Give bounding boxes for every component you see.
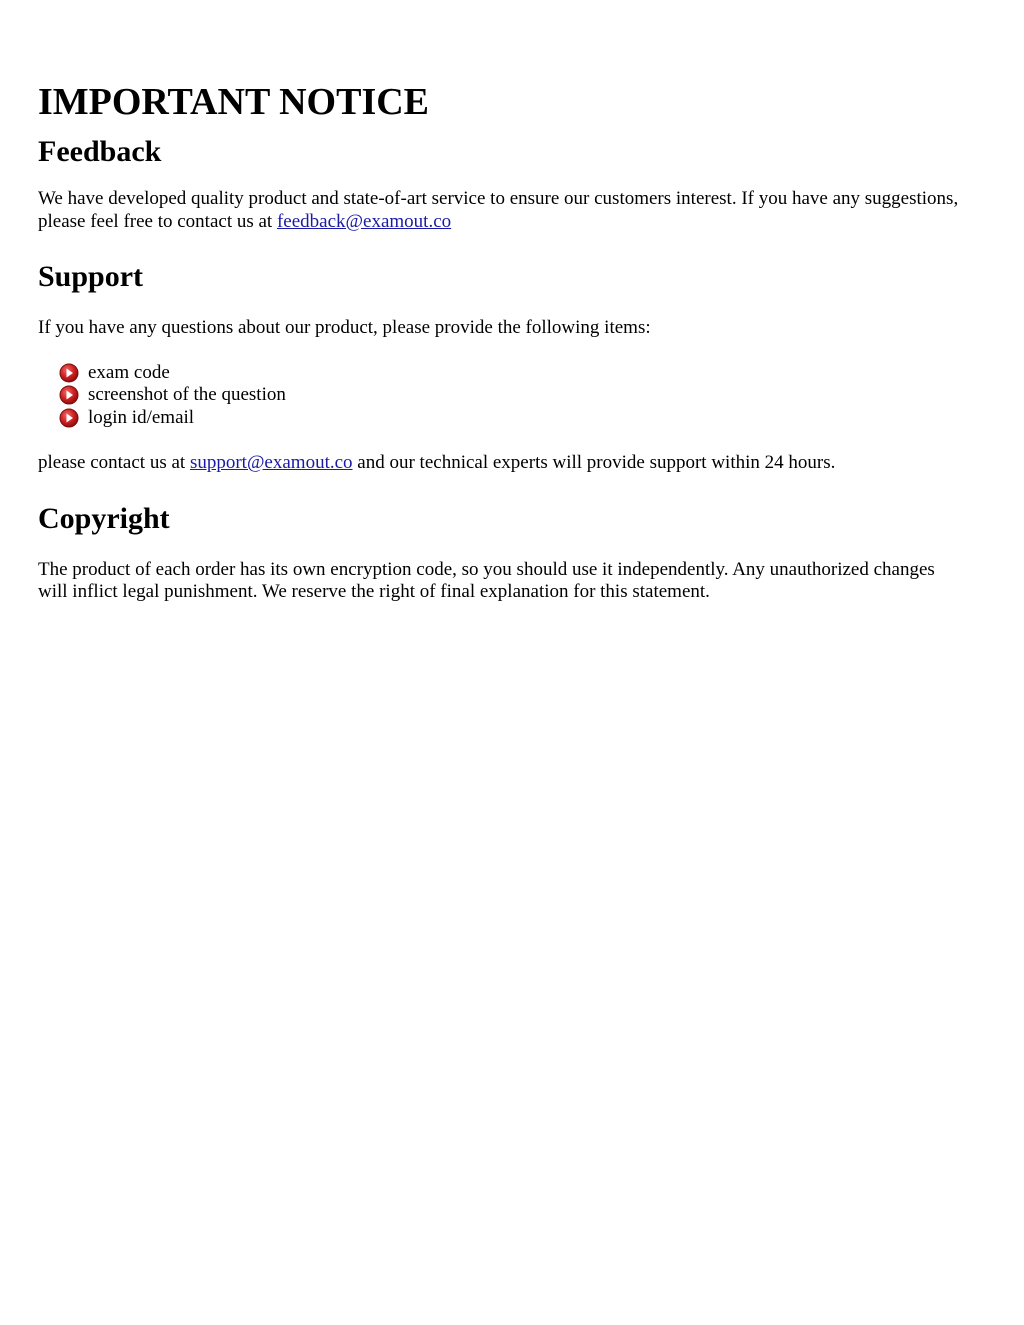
support-heading: Support — [38, 260, 144, 293]
list-item-label: exam code — [88, 361, 170, 383]
feedback-text: We have developed quality product and state-of-art service to ensure our customers interest. If you have any suggestions, please feel free to contact us at — [38, 188, 959, 232]
feedback-email-link[interactable]: feedback@examout.co — [276, 210, 452, 232]
support-intro: If you have any questions about our product, please provide the following items: — [38, 317, 651, 338]
list-item — [59, 384, 964, 407]
support-contact-text: please contact us at — [38, 452, 190, 473]
play-bullet-icon — [59, 408, 79, 428]
page-title: IMPORTANT NOTICE — [38, 81, 430, 123]
support-items-list — [38, 362, 964, 430]
play-bullet-icon — [59, 363, 79, 383]
support-contact-paragraph — [38, 452, 964, 475]
list-item — [59, 407, 964, 430]
play-bullet-icon — [59, 385, 79, 405]
support-email-link[interactable]: support@examout.co — [189, 452, 353, 473]
support-contact-text-after: and our technical experts will provide support within 24 hours. — [352, 452, 836, 473]
feedback-paragraph — [38, 188, 964, 233]
feedback-heading: Feedback — [38, 135, 162, 168]
list-item-label: screenshot of the question — [88, 384, 286, 405]
copyright-paragraph: The product of each order has its own encryption code, so you should use it independently. Any unauthorized changes will inflict legal punishment. We reserve the right of final explanation for this statement. — [38, 558, 935, 602]
copyright-heading: Copyright — [38, 501, 170, 535]
list-item-label: login id/email — [88, 406, 195, 428]
list-item — [59, 362, 964, 385]
